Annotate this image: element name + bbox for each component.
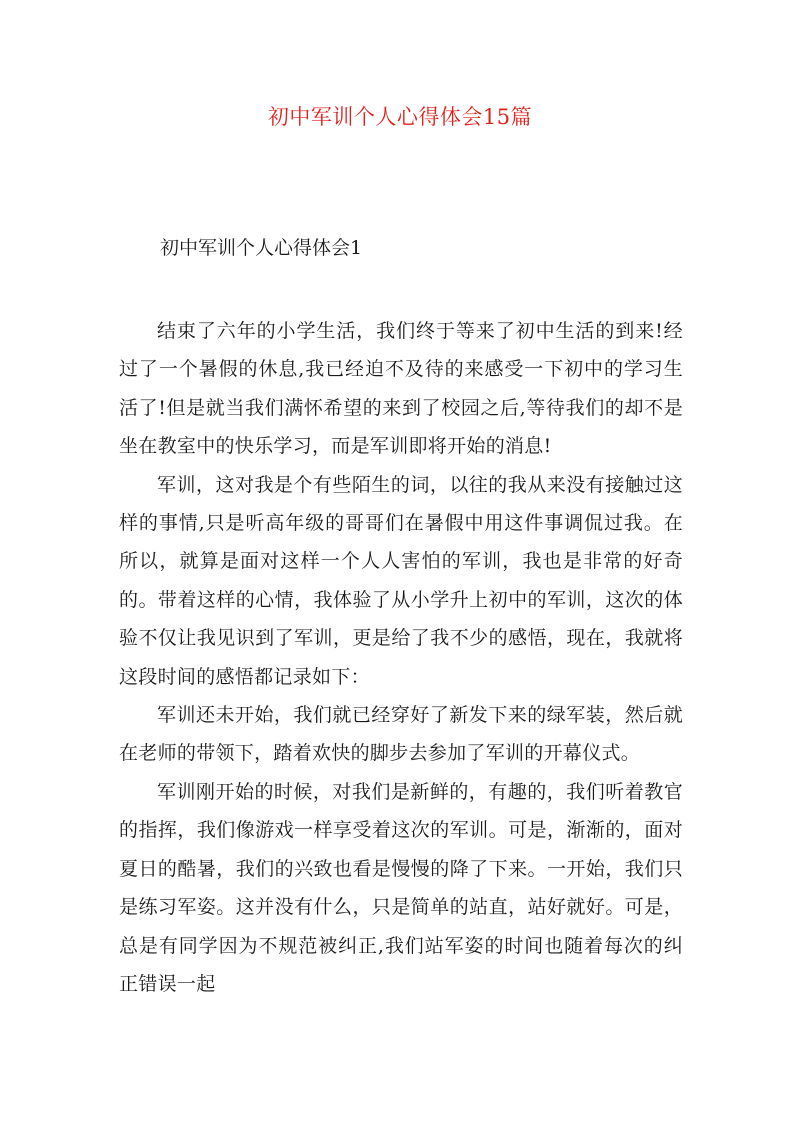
- paragraph-2: 军训，这对我是个有些陌生的词，以往的我从来没有接触过这样的事情,只是听高年级的哥哥们在暑假中用这件事调侃过我。在所以，就算是面对这样一个人人害怕的军训，我也是非常的好奇的。带着这样的心情，我体验了从小学升上初中的军训，这次的体验不仅让我见识到了军训，更是给了我不少的感悟，现在，我就将这段时间的感悟都记录如下：: [119, 473, 683, 688]
- paragraph-4: 军训刚开始的时候，对我们是新鲜的，有趣的，我们听着教官的指挥，我们像游戏一样享受着这次的军训。可是，渐渐的，面对夏日的酷暑，我们的兴致也看是慢慢的降了下来。一开始，我们只是练习军姿。这并没有什么，只是简单的站直，站好就好。可是，总是有同学因为不规范被纠正,我们站军姿的时间也随着每次的纠正错误一起: [119, 780, 683, 995]
- document-title: 初中军训个人心得体会15篇: [267, 105, 533, 129]
- paragraph-1: 结束了六年的小学生活，我们终于等来了初中生活的到来!经过了一个暑假的休息,我已经迫不及待的来感受一下初中的学习生活了!但是就当我们满怀希望的来到了校园之后,等待我们的却不是坐在教室中的快乐学习，而是军训即将开始的消息!: [119, 320, 683, 458]
- document-body: [119, 312, 683, 1003]
- paragraph-3: 军训还未开始，我们就已经穿好了新发下来的绿军装，然后就在老师的带领下，踏着欢快的脚步去参加了军训的开幕仪式。: [119, 704, 683, 765]
- section-heading: 初中军训个人心得体会1: [160, 237, 363, 259]
